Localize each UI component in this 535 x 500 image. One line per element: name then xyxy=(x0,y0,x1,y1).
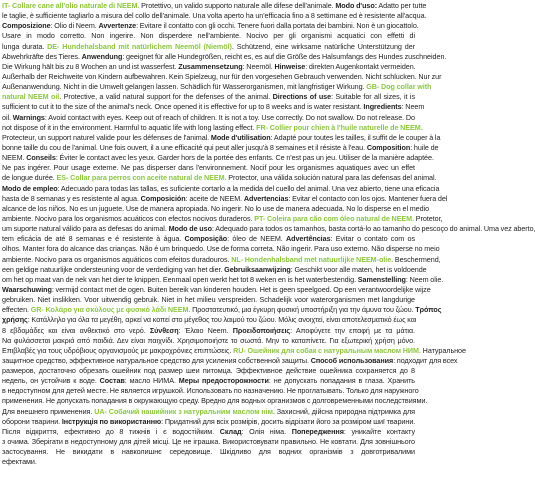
body-text: oil. xyxy=(2,112,13,122)
body-text: olhos. Manter fora do alcance das crianças. Não é um brinquedo. Use de forma correta. Não ingerir. Para uso externo. Não disperse no meio xyxy=(2,244,440,254)
text-line xyxy=(2,203,430,214)
section-label: Σύνθεση xyxy=(149,325,179,335)
language-heading: PT- Coleira para cão com óleo natural de NEEM. xyxy=(254,213,415,223)
body-text: : Adapté pour toutes les tailles, il suffit de le couper à la xyxy=(270,132,441,142)
section-label: Τρόπος xyxy=(415,305,442,315)
section-label: Composition xyxy=(366,142,411,152)
body-text: : Suitable for all sizes, it is xyxy=(331,92,415,102)
body-text: Außerhalb der Reichweite von Kindern aufbewahren. Kein Spielzeug, nur für den vorgesehen Gebrauch verwenden. Nicht schlucken. Nur zur xyxy=(2,71,442,81)
body-text: Usare in modo corretto. Non ingerire. Non disperdere nell'ambiente. Nocivo per gli organismi acquatici con effetti di xyxy=(2,31,415,41)
section-label: Warnings xyxy=(12,112,45,122)
section-label: Состав xyxy=(99,376,125,386)
text-line xyxy=(2,264,427,275)
body-text: : Neem xyxy=(401,102,425,112)
language-heading: DE- Hundehalsband mit natürlichem Neemöl (Niemöl) xyxy=(47,41,232,51)
body-text: недель, он устойчив к воде. xyxy=(2,376,100,386)
body-text: : масло НИМА. xyxy=(124,376,179,386)
text-line xyxy=(2,254,441,265)
text-line xyxy=(2,386,419,396)
body-text: : Adequado para todos os tamanhos, basta cortá-lo ao tamanho do pescoço do animal. Uma vez aberto, xyxy=(211,224,535,234)
text-line xyxy=(2,21,419,31)
body-text: Protector, una válida solución natural para las defensas del animal. xyxy=(226,173,437,183)
body-text: . Protective, a valid natural support for the defenses of the animal. xyxy=(59,92,273,102)
text-line xyxy=(2,11,427,21)
body-text: Να φυλάσσεται μακριά από παιδιά. Δεν είναι παιχνίδι. Χρησιμοποιήστε το σωστά. Μην το καταπίνετε. Για εξωτερική χρήση μόνο. xyxy=(2,335,415,345)
body-text: Protetor, xyxy=(414,213,443,223)
body-text: Protecteur, un support naturel valide pour les défenses de l'animal. xyxy=(2,132,211,142)
text-line xyxy=(2,153,434,163)
section-label: Samenstelling xyxy=(357,274,406,284)
body-text: защитное средство, эффективное натуральное средство для усиления собственной защиты. xyxy=(2,355,311,365)
body-text: размеров, достаточно обрезать ошейник под размер шеи питомца. Эффективное действие ошейника сохраняется до 8 xyxy=(2,366,415,376)
body-text: om het op maat van de nek van het dier te knippen. Eenmaal open werkt het tot 8 weken en is het waterbestendig. xyxy=(2,274,358,284)
body-text: применения. Не допускать попадания в окружающую среду. Вредно для водных организмов с долговременными последствиями. xyxy=(2,396,428,406)
body-text: effecten. xyxy=(2,305,31,315)
language-heading: GB- Dog collar with xyxy=(366,82,432,92)
body-text: : vermijd contact met de ogen. Buiten bereik van kinderen houden. Het is geen speelgoed. Op een verantwoordelijke wijze xyxy=(51,284,431,294)
body-text: sufficient to cut it to the size of the animal's neck. Once opened it is effective for up to 8 weeks and is water resistant. xyxy=(2,102,364,112)
section-label: Modo de empleo xyxy=(2,183,58,193)
body-text: le taglie, è sufficiente tagliarlo a misura del collo dell'animale. Una volta aperto ha un'efficacia fino a 8 settimane ed è resistente all'acqua. xyxy=(2,11,427,21)
text-line xyxy=(2,224,535,234)
text-line xyxy=(2,132,441,143)
section-label: Попередження xyxy=(291,426,344,436)
body-text: : Neemöl. xyxy=(242,61,275,71)
language-heading: GR- Κολάρο για σκύλους με φυσικό λάδι NEEM. xyxy=(30,305,191,315)
text-line xyxy=(2,295,415,305)
text-line xyxy=(2,42,415,52)
language-heading: UA- Собачий нашийник з натуральним маслом нім. xyxy=(94,406,275,416)
section-label: Avvertenze xyxy=(98,21,137,31)
body-text: ефектами. xyxy=(2,457,37,467)
text-line xyxy=(2,173,437,183)
body-text: Außenanwendung. Nicht in die Umwelt gelangen lassen. Schädlich für Wasserorganismen, mit langfristiger Wirkung. xyxy=(2,82,367,92)
section-label: Zusammensetzung xyxy=(178,61,243,71)
language-heading: natural NEEM oil xyxy=(2,92,60,102)
body-text: Protettivo, un valido supporto naturale alle difese dell'animale. xyxy=(141,1,336,10)
language-heading: IT- Collare cane all'olio naturale di NEEM. xyxy=(2,1,142,10)
text-line xyxy=(2,183,440,194)
body-text: hasta de 8 semanas y es resistente al agua. xyxy=(2,193,141,203)
section-label: Способ использования xyxy=(310,355,394,365)
text-line xyxy=(2,1,427,11)
body-text: : Evitar el contacto con los ojos. Mantener fuera del xyxy=(288,193,448,203)
text-line xyxy=(2,396,428,406)
body-text: з очима. Зберігати в недоступному для дітей місці. Це не іграшка. Використовувати правильно. Не ковтати. Для зовнішнього xyxy=(2,437,415,447)
body-text: : aceite de NEEM. xyxy=(185,193,244,203)
text-line xyxy=(2,447,415,457)
body-text: : direkten Augenkontakt vermeiden. xyxy=(305,61,416,71)
language-heading: NL- Hondenhalsband met natuurlijke NEEM-olie. xyxy=(231,254,394,264)
section-label: Склад xyxy=(219,426,242,436)
body-text: : Olio di Neem. xyxy=(50,21,99,31)
section-label: Conseils xyxy=(26,153,56,163)
body-text: : geeignet für alle Hundegrößen, reicht es, es auf die Größe des Halsumfangs des Hundes zuschneiden. xyxy=(122,51,447,61)
body-text: NEEM. xyxy=(2,153,27,163)
text-line xyxy=(2,457,415,467)
body-text: Beschermend, xyxy=(393,254,441,264)
body-text: Abwehrkräfte des Tieres. xyxy=(2,51,82,61)
body-text: Для внешнего применения. xyxy=(2,406,95,416)
body-text: Захисний, дійсна природна підтримка для xyxy=(274,406,415,416)
text-line xyxy=(2,82,432,92)
body-text: Die Wirkung hält bis zu 8 Wochen an und ist wasserfest. xyxy=(2,61,179,71)
body-text: Επιβλαβές για τους υδρόβιους οργανισμούς με μακροχρόνιες επιπτώσεις. xyxy=(2,345,234,355)
text-line xyxy=(2,142,439,153)
text-line xyxy=(2,315,415,325)
text-line xyxy=(2,92,415,102)
body-text: : Έλαιο Neem. xyxy=(178,325,233,335)
body-text: застосування. Не викидати в навколишнє середовище. Шкідливо для водних організмів з довготривалими xyxy=(2,447,415,457)
section-label: Mode d'utilisation xyxy=(210,132,271,142)
text-line xyxy=(2,355,458,366)
body-text: : подходит для всех xyxy=(393,355,458,365)
text-line xyxy=(2,305,442,315)
body-text: 8 εβδομάδες και είναι ανθεκτικό στο νερό. xyxy=(2,325,150,335)
body-text: alcance de los niños. No es un juguete. Use de manera apropiada. No ingerir. No lo use de manera adecuada. No lo disperse en el medio xyxy=(2,203,430,213)
text-line xyxy=(2,113,415,123)
section-label: Advertencias xyxy=(243,193,289,203)
body-text: : Avoid contact with eyes. Keep out of reach of children. It is not a toy. Use correctly. Do not swallow. Do not release. Do xyxy=(44,112,415,122)
body-text: bonne taille du cou de l'animal. Une fois ouvert, il a une efficacité qui peut aller jusqu'à 8 semaines et il résiste à l'eau. xyxy=(2,142,367,152)
body-text: : Κατάλληλο για όλα τα μεγέθη, αρκεί να κοπεί στο μέγεθος του λαιμού του ζώου. Μόλις ανοιχτεί, είναι αποτελεσματικό έως και xyxy=(27,315,417,325)
language-heading: RU- Ошейник для собак с натуральным маслом НИМ. xyxy=(233,345,421,355)
text-line xyxy=(2,122,423,133)
body-text: : Придатний для всіх розмірів, досить відрізати його за розміром шиї тварини. xyxy=(161,416,416,426)
text-line xyxy=(2,102,425,112)
section-label: Anwendung xyxy=(81,51,123,61)
section-label: Waarschuwing xyxy=(2,284,52,294)
body-text: . Schützend, eine wirksame natürliche Unterstützung der xyxy=(231,41,415,51)
section-label: Composizione xyxy=(2,21,51,31)
text-line xyxy=(2,437,415,447)
body-text: : Éviter le contact avec les yeux. Garder hors de la portée des enfants. Ce n'est pas un jeu. Utiliser de la manière adaptée. xyxy=(55,153,434,163)
text-line xyxy=(2,326,415,336)
text-line xyxy=(2,284,431,295)
body-text: gebruiken. Niet inslikken. Voor uitwendig gebruik. Niet in het milieu verspreiden. Schadelijk voor waterorganismen met langdurige xyxy=(2,295,415,305)
text-line xyxy=(2,407,415,417)
language-heading: ES- Collar para perros con aceite natural de NEEM. xyxy=(56,173,227,183)
body-text: lunga durata. xyxy=(2,41,48,51)
section-label: Προειδοποιήσεις xyxy=(232,325,291,335)
body-text: Після відкриття, ефективно до 8 тижнів і є водостійким. xyxy=(2,426,220,436)
body-text: een geldige natuurlijke ondersteuning voor de verdediging van het dier. xyxy=(2,264,225,274)
body-text: : Evitar o contato com os xyxy=(330,234,415,244)
section-label: Меры предосторожности xyxy=(178,376,269,386)
text-line xyxy=(2,427,415,437)
body-text: оборони тварини. xyxy=(2,416,62,426)
section-label: Gebruiksaanwijzing xyxy=(224,264,291,274)
section-label: Ingredients xyxy=(363,102,402,112)
body-text: ambiente. Nocivo para los organismos acuáticos con efectos nocivos duraderos. xyxy=(2,213,255,223)
text-line xyxy=(2,193,448,204)
section-label: Directions of use xyxy=(272,92,332,102)
section-label: Hinweise xyxy=(274,61,306,71)
section-label: Composição xyxy=(184,234,228,244)
body-text: ambiente. Nocivo para os organismos aquáticos com efeitos duradouros. xyxy=(2,254,232,264)
body-text: : Neem olie. xyxy=(405,274,444,284)
body-text: : óleo de NEEM. xyxy=(227,234,286,244)
text-line xyxy=(2,244,440,254)
body-text: Adatto per tutte xyxy=(377,1,427,10)
text-line xyxy=(2,234,415,244)
body-text: в недоступном для детей месте. Не является игрушкой. Использовать по назначению. Не проглатывать. Только для наружного xyxy=(2,386,419,396)
text-line xyxy=(2,345,466,356)
text-line xyxy=(2,376,415,386)
body-text: : не допускать попадания в глаза. Хранить xyxy=(268,376,416,386)
body-text: um suporte natural válido para as defesas do animal. xyxy=(2,224,169,234)
section-label: χρήσης xyxy=(2,315,28,325)
text-line xyxy=(2,336,415,346)
text-line xyxy=(2,274,444,285)
section-label: Composición xyxy=(140,193,186,203)
body-text: : Evitare il contatto con gli occhi. Tenere fuori dalla portata dei bambini. Non è un giocattolo. xyxy=(136,21,419,31)
body-text: Ne pas ingérer. Pour usage externe. Ne pas disperser dans l'environnement. Nocif pour les organismes aquatiques avec un effet xyxy=(2,163,415,173)
body-text: tem eficácia de até 8 semanas e é resistente à água. xyxy=(2,234,185,244)
body-text: : Geschikt voor alle maten, het is voldoende xyxy=(290,264,427,274)
body-text: : уникайте контакту xyxy=(343,426,415,436)
body-text: : huile de xyxy=(410,142,439,152)
body-text: : Олія німа. xyxy=(241,426,292,436)
section-label: Інструкція по використанню xyxy=(61,416,162,426)
text-line xyxy=(2,51,447,62)
section-label: Advertências xyxy=(285,234,331,244)
body-text: Натуральное xyxy=(420,345,466,355)
text-line xyxy=(2,31,415,41)
text-line xyxy=(2,366,415,376)
body-text: Προστατευτικό, μια έγκυρη φυσική υποστήριξη για την άμυνα του ζώου. xyxy=(190,305,416,315)
section-label: Modo d'uso: xyxy=(335,1,378,10)
text-line xyxy=(2,71,442,82)
body-text: : Adecuado para todas las tallas, es suficiente cortarlo a la medida del cuello del animal. Una vez abierto, tiene una eficacia xyxy=(57,183,440,193)
body-text: not dispose of it in the environment. Harmful to aquatic life with long lasting effect. xyxy=(2,122,257,132)
body-text: : Αποφύγετε την επαφή με τα μάτια. xyxy=(290,325,416,335)
text-line xyxy=(2,213,443,224)
body-text: de longue durée. xyxy=(2,173,57,183)
text-line xyxy=(2,163,415,173)
language-heading: FR- Collier pour chien à l'huile naturelle de NEEM. xyxy=(256,122,423,132)
text-line xyxy=(2,417,415,427)
section-label: Modo de uso xyxy=(168,224,212,234)
text-line xyxy=(2,62,415,72)
